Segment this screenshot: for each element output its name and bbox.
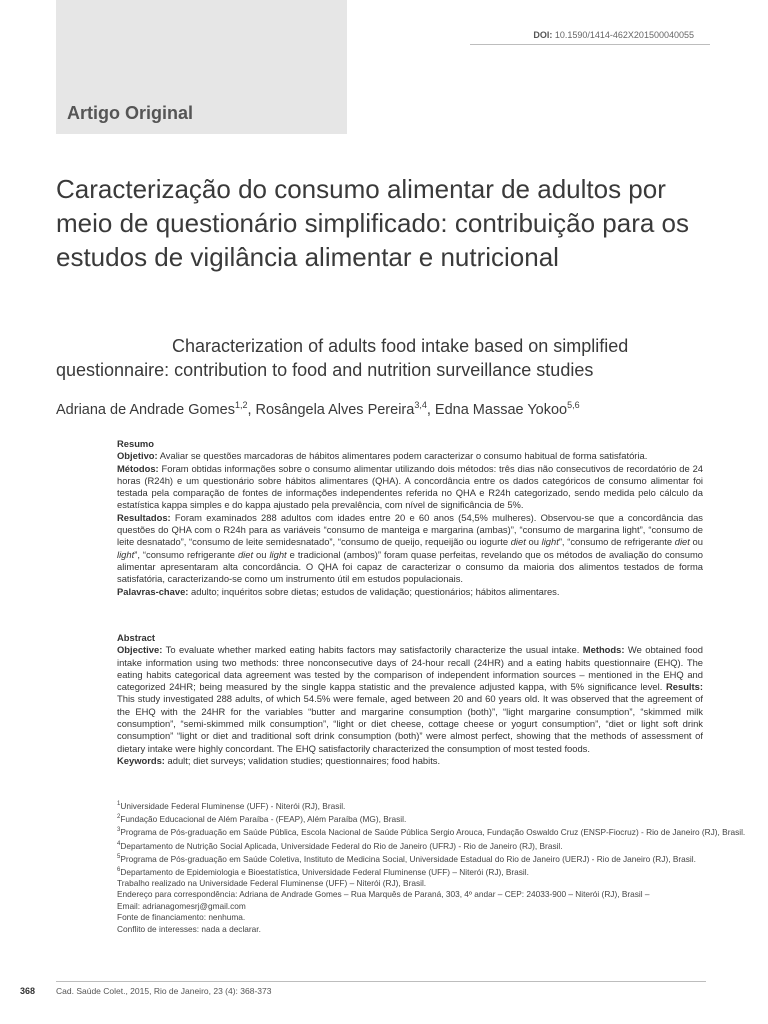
term-diet: diet (510, 536, 526, 548)
word-ou: ou (689, 536, 703, 548)
resumo-metodos-label: Métodos: (117, 462, 159, 474)
resumo-resultados-text: Foram examinados 288 adultos com idades entre 20 e 60 anos (54,5% mulheres). Observou-se que a concordância das questões do QHA com o R24h para as variáveis “consumo de manteiga e margarina (ambas)”, “consumo de margarina light”, “consumo de leite desnatado”, “consumo de leite semidesnatado”, “consumo de queijo, requeijão ou iogurte (117, 511, 703, 548)
abstract-heading: Abstract (117, 632, 156, 643)
affiliation-item (117, 839, 717, 852)
footer-divider (56, 981, 706, 982)
abstract-methods-label: Methods: (582, 644, 625, 656)
journal-reference: Cad. Saúde Colet., 2015, Rio de Janeiro, 23 (4): 368-373 (56, 986, 272, 996)
author-list (56, 400, 716, 418)
affiliation-item (117, 812, 717, 825)
term-diet: diet (674, 536, 690, 548)
affiliation-marker: 1 (117, 801, 121, 807)
doi-divider (470, 44, 710, 45)
funding-note: Fonte de financiamento: nenhuma. (117, 912, 246, 923)
author-affiliation-marker: 1,2 (234, 400, 248, 410)
author-separator: , (426, 401, 435, 418)
term-light: light (117, 548, 135, 560)
resumo-resultados-text: ”, “consumo refrigerante (134, 548, 238, 560)
term-light: light (269, 548, 287, 560)
resumo-objetivo-label: Objetivo: (117, 450, 158, 462)
doi-label: DOI: (533, 30, 553, 40)
author-name: Rosângela Alves Pereira (255, 401, 415, 418)
affiliation-text: Programa de Pós-graduação em Saúde Coletiva, Instituto de Medicina Social, Universidade Estadual do Rio de Janeiro (UERJ) - Rio de Janeiro (RJ), Brasil. (120, 853, 696, 864)
affiliation-item (117, 799, 717, 812)
affiliation-marker: 2 (117, 814, 121, 821)
affiliation-text: Departamento de Epidemiologia e Bioestatística, Universidade Federal Fluminense (UFF) – Niterói (RJ), Brasil. (120, 866, 529, 877)
resumo-section (117, 438, 703, 598)
correspondence-address: Endereço para correspondência: Adriana de Andrade Gomes – Rua Marquês de Paraná, 303, 4º andar – CEP: 24033-900 – Niterói (RJ), Brasil – (117, 889, 650, 900)
author-name: Adriana de Andrade Gomes (56, 401, 235, 418)
affiliation-item (117, 852, 717, 865)
affiliation-marker: 6 (117, 866, 121, 873)
page-number: 368 (20, 986, 36, 996)
affiliation-text: Departamento de Nutrição Social Aplicada, Universidade Federal do Rio de Janeiro (UFRJ) - Rio de Janeiro (RJ), Brasil. (120, 840, 563, 851)
resumo-resultados-label: Resultados: (117, 511, 171, 523)
abstract-section (117, 632, 703, 767)
abstract-objective-text: To evaluate whether marked eating habits factors may satisfactorily characterize the usual intake. (162, 644, 583, 656)
author-name: Edna Massae Yokoo (434, 401, 568, 418)
abstract-results-text: This study investigated 288 adults, of which 54.5% were female, aged between 20 and 60 years old. It was observed that the agreement of the EHQ with the 24HR for the variables “butter and margarine consumption (both)”, “light margarine consumption”, “skimmed milk consumption”, “semi-skimmed milk consumption”, “light or diet cheese, cottage cheese or yogurt consumption”, “diet or light soft drink consumption” “light or diet and traditional soft drink consumption (both)” were almost perfect, showing that the methods of assessment of dietary intake were highly concordant. The EHQ satisfactorily characterized the consumption of most tested foods. (117, 693, 703, 754)
affiliation-text: Programa de Pós-graduação em Saúde Pública, Escola Nacional de Saúde Pública Sergio Arouca, Fundação Oswaldo Cruz (ENSP-Fiocruz) - Rio de Janeiro (RJ), Brasil. (120, 827, 746, 838)
affiliation-item (117, 825, 746, 838)
keywords-label: Keywords: (117, 754, 165, 766)
affiliation-marker: 4 (117, 840, 121, 847)
resumo-heading: Resumo (117, 438, 154, 449)
work-location-note: Trabalho realizado na Universidade Federal Fluminense (UFF) – Niterói (RJ), Brasil. (117, 878, 427, 889)
affiliation-text: Fundação Educacional de Além Paraíba - (FEAP), Além Paraíba (MG), Brasil. (120, 813, 407, 824)
conflict-of-interest-note: Conflito de interesses: nada a declarar. (117, 923, 261, 934)
palavras-chave-label: Palavras-chave: (117, 585, 189, 597)
affiliations (117, 799, 746, 935)
affiliation-marker: 5 (117, 853, 121, 860)
resumo-resultados-text: e tradicional (ambos)” foram quase perfeitas, revelando que os métodos de avaliação do consumo alimentar apresentaram alta concordância. O QHA foi capaz de caracterizar o consumo da maioria dos alimentos testados de forma satisfatória, caracterizando-se como um instrumento útil em estudos populacionais. (117, 548, 703, 585)
resumo-metodos-text: Foram obtidas informações sobre o consumo alimentar utilizando dois métodos: três dias não consecutivos de recordatório de 24 horas (R24h) e um questionário sobre hábitos alimentares (QHA). A concordância entre os dados categóricos de consumo alimentar foi testada pela comparação de fontes de informações independentes referida no QHA e R24h categorizado, sendo medida pelo cálculo da estatística kappa simples e do kappa ajustado pela prevalência, com nível de significância de 5%. (117, 462, 703, 511)
correspondence-email[interactable]: Email: adrianagomesrj@gmail.com (117, 900, 246, 911)
doi-value: 10.1590/1414-462X201500040055 (554, 30, 694, 40)
doi[interactable] (533, 30, 694, 40)
affiliation-marker: 3 (117, 827, 121, 834)
affiliation-item (117, 865, 717, 878)
word-ou: ou (253, 548, 270, 560)
abstract-results-label: Results: (666, 681, 703, 693)
author-separator: , (247, 401, 256, 418)
palavras-chave-text: adulto; inquéritos sobre dietas; estudos de validação; questionários; hábitos alimentares. (188, 585, 560, 597)
author-affiliation-marker: 5,6 (567, 400, 580, 410)
word-ou: ou (525, 536, 542, 548)
section-label: Artigo Original (67, 103, 193, 123)
term-diet: diet (237, 548, 254, 560)
term-light: light (541, 536, 559, 548)
article-title-pt: Caracterização do consumo alimentar de adultos por meio de questionário simplificado: contribuição para os estudos de vigilância alimentar e nutricional (56, 174, 690, 272)
abstract-methods-text: We obtained food intake information using two methods: three nonconsecutive days of 24-hour recall (24HR) and a eating habits questionnaire (EHQ). The eating habits categorical data agreement was tested by the comparison of independent information sources – mentioned in the EHQ and categorized 24HR; being measured by the single kappa statistic and the prevalence adjusted kappa, with 5% significance level. (117, 644, 703, 693)
article-title-en: Characterization of adults food intake based on simplified questionnaire: contribution to food and nutrition surveillance studies (56, 336, 629, 380)
keywords-text: adult; diet surveys; validation studies; questionnaires; food habits. (164, 754, 441, 766)
resumo-resultados-text: ”, “consumo de refrigerante (558, 536, 675, 548)
affiliation-text: Universidade Federal Fluminense (UFF) - Niterói (RJ), Brasil. (120, 800, 346, 811)
abstract-objective-label: Objective: (117, 644, 163, 656)
resumo-objetivo-text: Avaliar se questões marcadoras de hábitos alimentares podem caracterizar o consumo habitual de forma satisfatória. (157, 450, 648, 462)
author-affiliation-marker: 3,4 (414, 400, 427, 410)
